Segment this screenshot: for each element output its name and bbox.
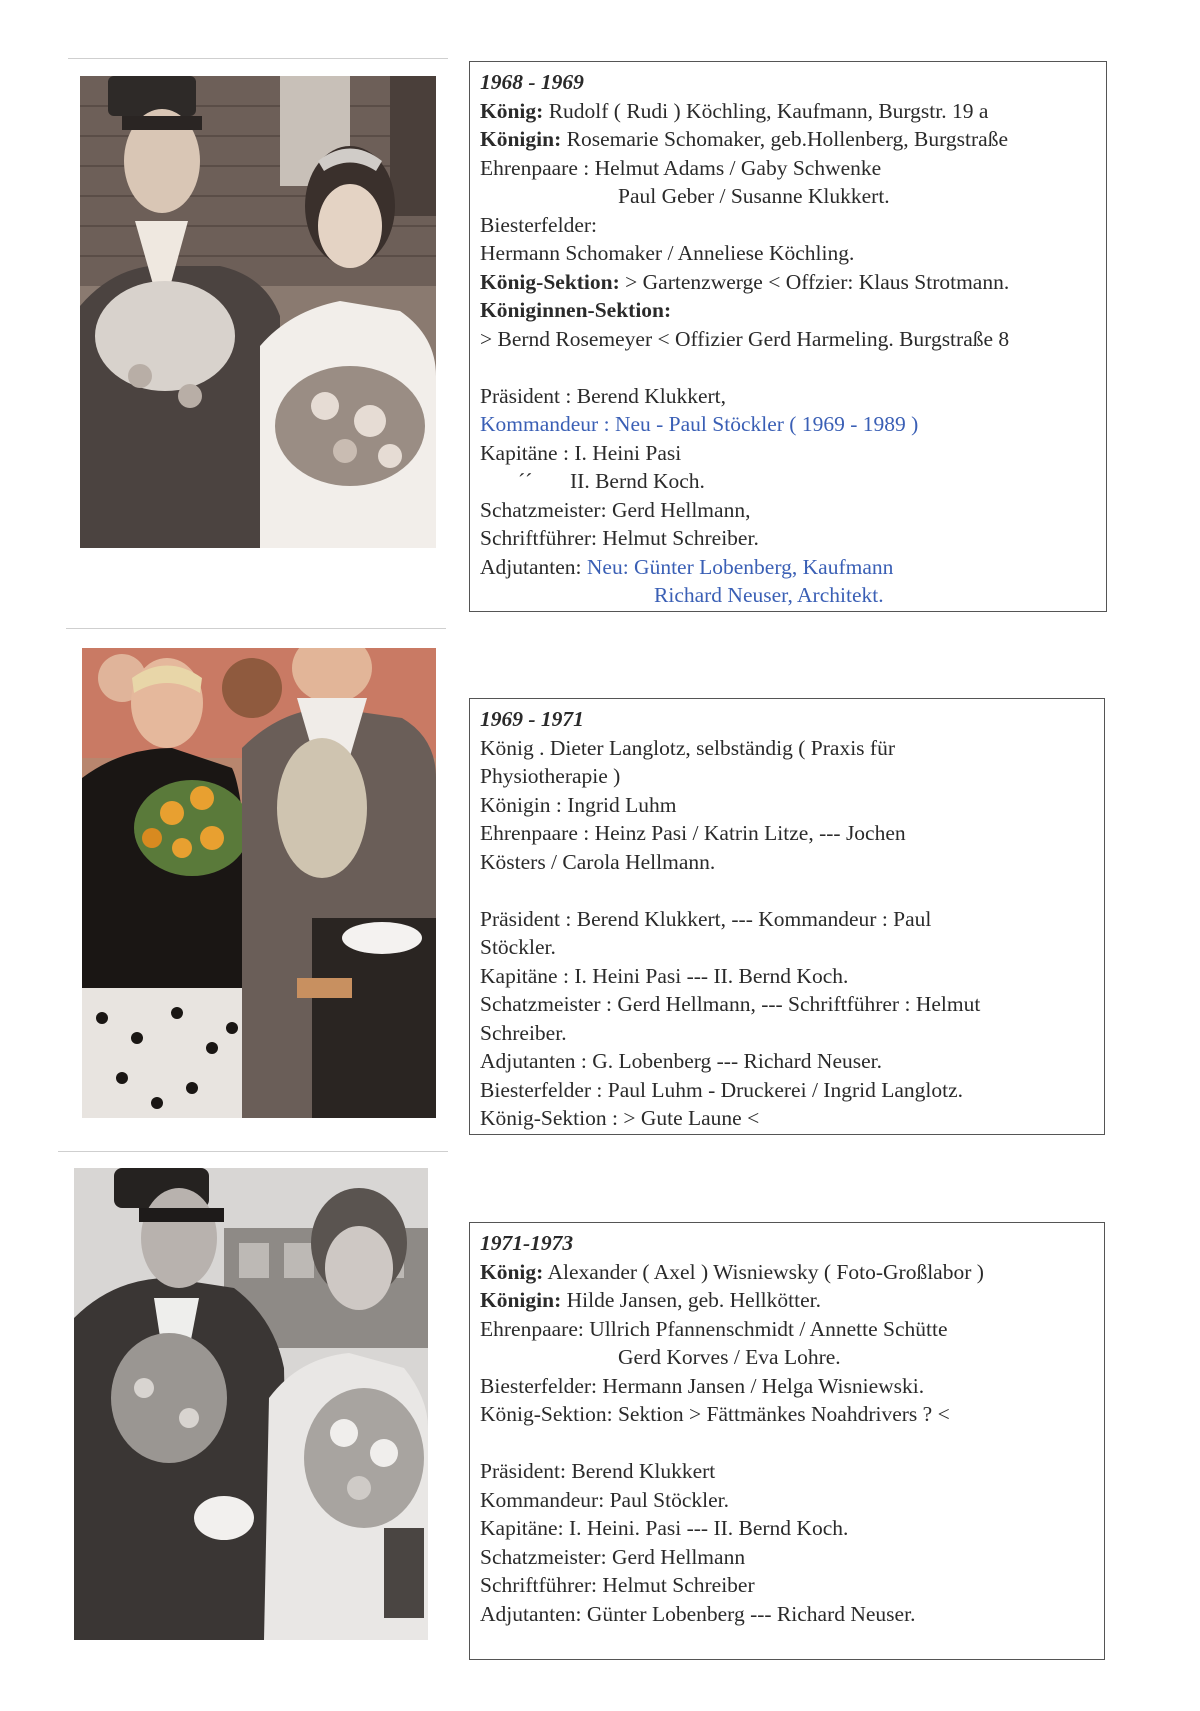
text-schatzmeister: Schatzmeister: Gerd Hellmann xyxy=(480,1544,746,1569)
entry-year: 1968 - 1969 xyxy=(480,70,584,94)
entry-1969-1971 xyxy=(469,698,1105,1135)
entry-year: 1971-1973 xyxy=(480,1231,574,1255)
ditto-mark: ´´ xyxy=(518,469,533,493)
text-koenigin: Hilde Jansen, geb. Hellkötter. xyxy=(561,1288,821,1312)
text-koenigin: Königin : Ingrid Luhm xyxy=(480,792,677,817)
text-koenig-2: Physiotherapie ) xyxy=(480,764,621,788)
text-kapitaene: Kapitäne: I. Heini. Pasi --- II. Bernd Koch. xyxy=(480,1516,849,1540)
text-biesterfelder: Biesterfelder : Paul Luhm - Druckerei / Ingrid Langlotz. xyxy=(480,1077,963,1102)
entry-year: 1969 - 1971 xyxy=(480,707,584,731)
text-kommandeur: Stöckler. xyxy=(480,935,556,959)
text-praesident: Präsident: Berend Klukkert xyxy=(480,1459,716,1483)
text-kapitaene: Kapitäne : I. Heini Pasi --- II. Bernd Koch. xyxy=(480,963,849,988)
text-schriftfuehrer: Schriftführer: Helmut Schreiber xyxy=(480,1573,755,1597)
label-koenig: König: xyxy=(480,98,544,123)
text-koenig-sektion: > Gartenzwerge < Offzier: Klaus Strotmann. xyxy=(619,269,1010,294)
text-ehrenpaare: Ehrenpaare : Helmut Adams / Gaby Schwenke xyxy=(480,155,882,180)
text-adjutanten-2: Richard Neuser, Architekt. xyxy=(654,583,884,607)
text-praesident: Präsident : Berend Klukkert, --- Kommandeur : Paul xyxy=(480,906,932,931)
text-adjutanten: Adjutanten: Günter Lobenberg --- Richard Neuser. xyxy=(480,1601,916,1626)
text-adjutanten: Neu: Günter Lobenberg, Kaufmann xyxy=(586,554,894,579)
separator-line-top xyxy=(68,58,448,59)
entry-1971-1973 xyxy=(469,1222,1105,1660)
text-biesterfelder: Hermann Schomaker / Anneliese Köchling. xyxy=(480,241,855,265)
text-kapitaene: Kapitäne : I. Heini Pasi xyxy=(480,440,682,465)
text-koeniginnen-sektion: > Bernd Rosemeyer < Offizier Gerd Harmeling. Burgstraße 8 xyxy=(480,326,1010,351)
text-schriftfuehrer: Schreiber. xyxy=(480,1020,567,1045)
text-kommandeur: Kommandeur: Paul Stöckler. xyxy=(480,1487,730,1512)
text-koenig-sektion: König-Sektion: Sektion > Fättmänkes Noahdrivers ? < xyxy=(480,1402,950,1426)
label-koeniginnen-sektion: Königinnen-Sektion: xyxy=(480,298,672,322)
entry-1968-1969 xyxy=(469,61,1107,612)
text-koenig: Rudolf ( Rudi ) Köchling, Kaufmann, Burgstr. 19 a xyxy=(543,98,989,123)
text-ehrenpaare-2: Kösters / Carola Hellmann. xyxy=(480,849,716,874)
text-koenig: Alexander ( Axel ) Wisniewsky ( Foto-Großlabor ) xyxy=(543,1259,984,1284)
text-schatzmeister: Schatzmeister : Gerd Hellmann, --- Schriftführer : Helmut xyxy=(480,992,981,1016)
text-ehrenpaare: Ehrenpaare : Heinz Pasi / Katrin Litze, --- Jochen xyxy=(480,821,906,845)
text-kapitaene-2: II. Bernd Koch. xyxy=(570,469,705,493)
text-ehrenpaare-2: Paul Geber / Susanne Klukkert. xyxy=(618,184,890,208)
text-ehrenpaare-2: Gerd Korves / Eva Lohre. xyxy=(618,1345,841,1369)
text-biesterfelder: Biesterfelder: Hermann Jansen / Helga Wisniewski. xyxy=(480,1373,925,1398)
label-koenig: König: xyxy=(480,1259,544,1284)
label-koenig-sektion: König-Sektion: xyxy=(480,269,620,294)
text-schriftfuehrer: Schriftführer: Helmut Schreiber. xyxy=(480,526,759,550)
separator-line-middle xyxy=(66,628,446,629)
label-koenigin: Königin: xyxy=(480,127,562,151)
text-adjutanten: Adjutanten : G. Lobenberg --- Richard Neuser. xyxy=(480,1049,883,1073)
text-biesterfelder-label: Biesterfelder: xyxy=(480,212,598,237)
photo-royal-couple-1969 xyxy=(82,648,436,1118)
label-koenigin: Königin: xyxy=(480,1288,562,1312)
photo-royal-couple-1971 xyxy=(74,1168,428,1640)
text-kommandeur: Kommandeur : Neu - Paul Stöckler ( 1969 - 1989 ) xyxy=(480,412,919,436)
text-koenig: König . Dieter Langlotz, selbständig ( Praxis für xyxy=(480,735,895,760)
text-praesident: Präsident : Berend Klukkert, xyxy=(480,383,727,408)
text-ehrenpaare: Ehrenpaare: Ullrich Pfannenschmidt / Annette Schütte xyxy=(480,1316,948,1341)
text-koenig-sektion: König-Sektion : > Gute Laune < xyxy=(480,1106,760,1130)
text-koenigin: Rosemarie Schomaker, geb.Hollenberg, Burgstraße xyxy=(561,127,1008,151)
text-schatzmeister: Schatzmeister: Gerd Hellmann, xyxy=(480,497,751,522)
separator-line-bottom xyxy=(58,1151,448,1152)
photo-royal-couple-1968 xyxy=(80,76,436,548)
text-adjutanten-label: Adjutanten: xyxy=(480,554,587,579)
